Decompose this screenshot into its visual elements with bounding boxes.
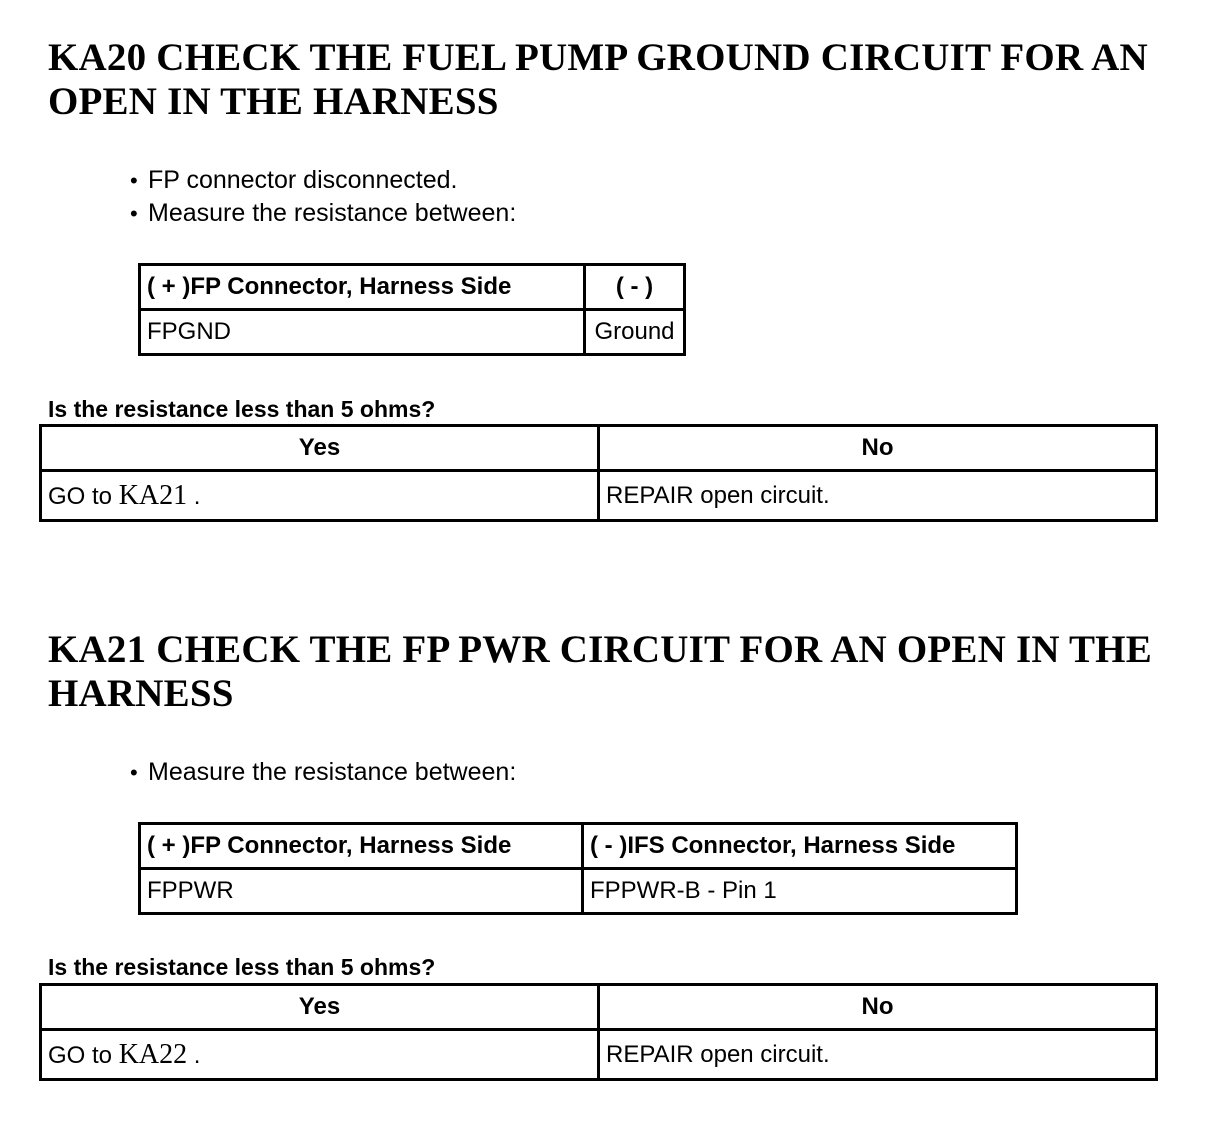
no-header: No: [599, 426, 1157, 471]
question-text: Is the resistance less than 5 ohms?: [48, 396, 436, 422]
yes-header: Yes: [41, 426, 599, 471]
table-header-cell: ( + )FP Connector, Harness Side: [140, 824, 583, 869]
table-header-row: [41, 426, 1157, 471]
table-cell: FPPWR-B - Pin 1: [583, 869, 1017, 914]
goto-ka21-link[interactable]: KA21: [118, 479, 188, 511]
bullet-item: [130, 197, 516, 230]
yes-suffix: .: [187, 482, 201, 510]
bullet-text: FP connector disconnected.: [148, 166, 458, 194]
goto-ka22-link[interactable]: KA22: [118, 1038, 188, 1070]
table-row: [41, 1030, 1157, 1080]
bullet-dot-icon: •: [130, 201, 138, 226]
yes-cell: [41, 471, 599, 521]
table-row: [140, 310, 685, 355]
yes-prefix: GO to: [48, 1041, 119, 1069]
table-header-row: [41, 985, 1157, 1030]
yes-header: Yes: [41, 985, 599, 1030]
table-row: [140, 869, 1017, 914]
section-title: KA21 CHECK THE FP PWR CIRCUIT FOR AN OPEN IN THE HARNESS: [48, 628, 1152, 715]
table-header-cell: ( + )FP Connector, Harness Side: [140, 265, 585, 310]
bullet-item: [130, 164, 516, 197]
bullet-dot-icon: •: [130, 168, 138, 193]
yes-prefix: GO to: [48, 482, 119, 510]
measurement-table: [138, 263, 686, 356]
section-title: KA20 CHECK THE FUEL PUMP GROUND CIRCUIT FOR AN OPEN IN THE HARNESS: [48, 36, 1148, 123]
bullet-list: [130, 164, 516, 230]
bullet-dot-icon: •: [130, 760, 138, 785]
answer-table: [39, 424, 1158, 522]
answer-table: [39, 983, 1158, 1081]
table-header-cell: ( - ): [585, 265, 685, 310]
no-header: No: [599, 985, 1157, 1030]
measurement-table: [138, 822, 1018, 915]
table-header-row: [140, 824, 1017, 869]
table-cell: FPPWR: [140, 869, 583, 914]
yes-suffix: .: [187, 1041, 201, 1069]
table-header-row: [140, 265, 685, 310]
no-cell: REPAIR open circuit.: [599, 471, 1157, 521]
bullet-text: Measure the resistance between:: [148, 199, 517, 227]
yes-cell: [41, 1030, 599, 1080]
table-cell: Ground: [585, 310, 685, 355]
table-header-cell: ( - )IFS Connector, Harness Side: [583, 824, 1017, 869]
no-cell: REPAIR open circuit.: [599, 1030, 1157, 1080]
bullet-list: [130, 756, 516, 789]
table-row: [41, 471, 1157, 521]
table-cell: FPGND: [140, 310, 585, 355]
question-text: Is the resistance less than 5 ohms?: [48, 954, 436, 980]
bullet-text: Measure the resistance between:: [148, 758, 517, 786]
bullet-item: [130, 756, 516, 789]
